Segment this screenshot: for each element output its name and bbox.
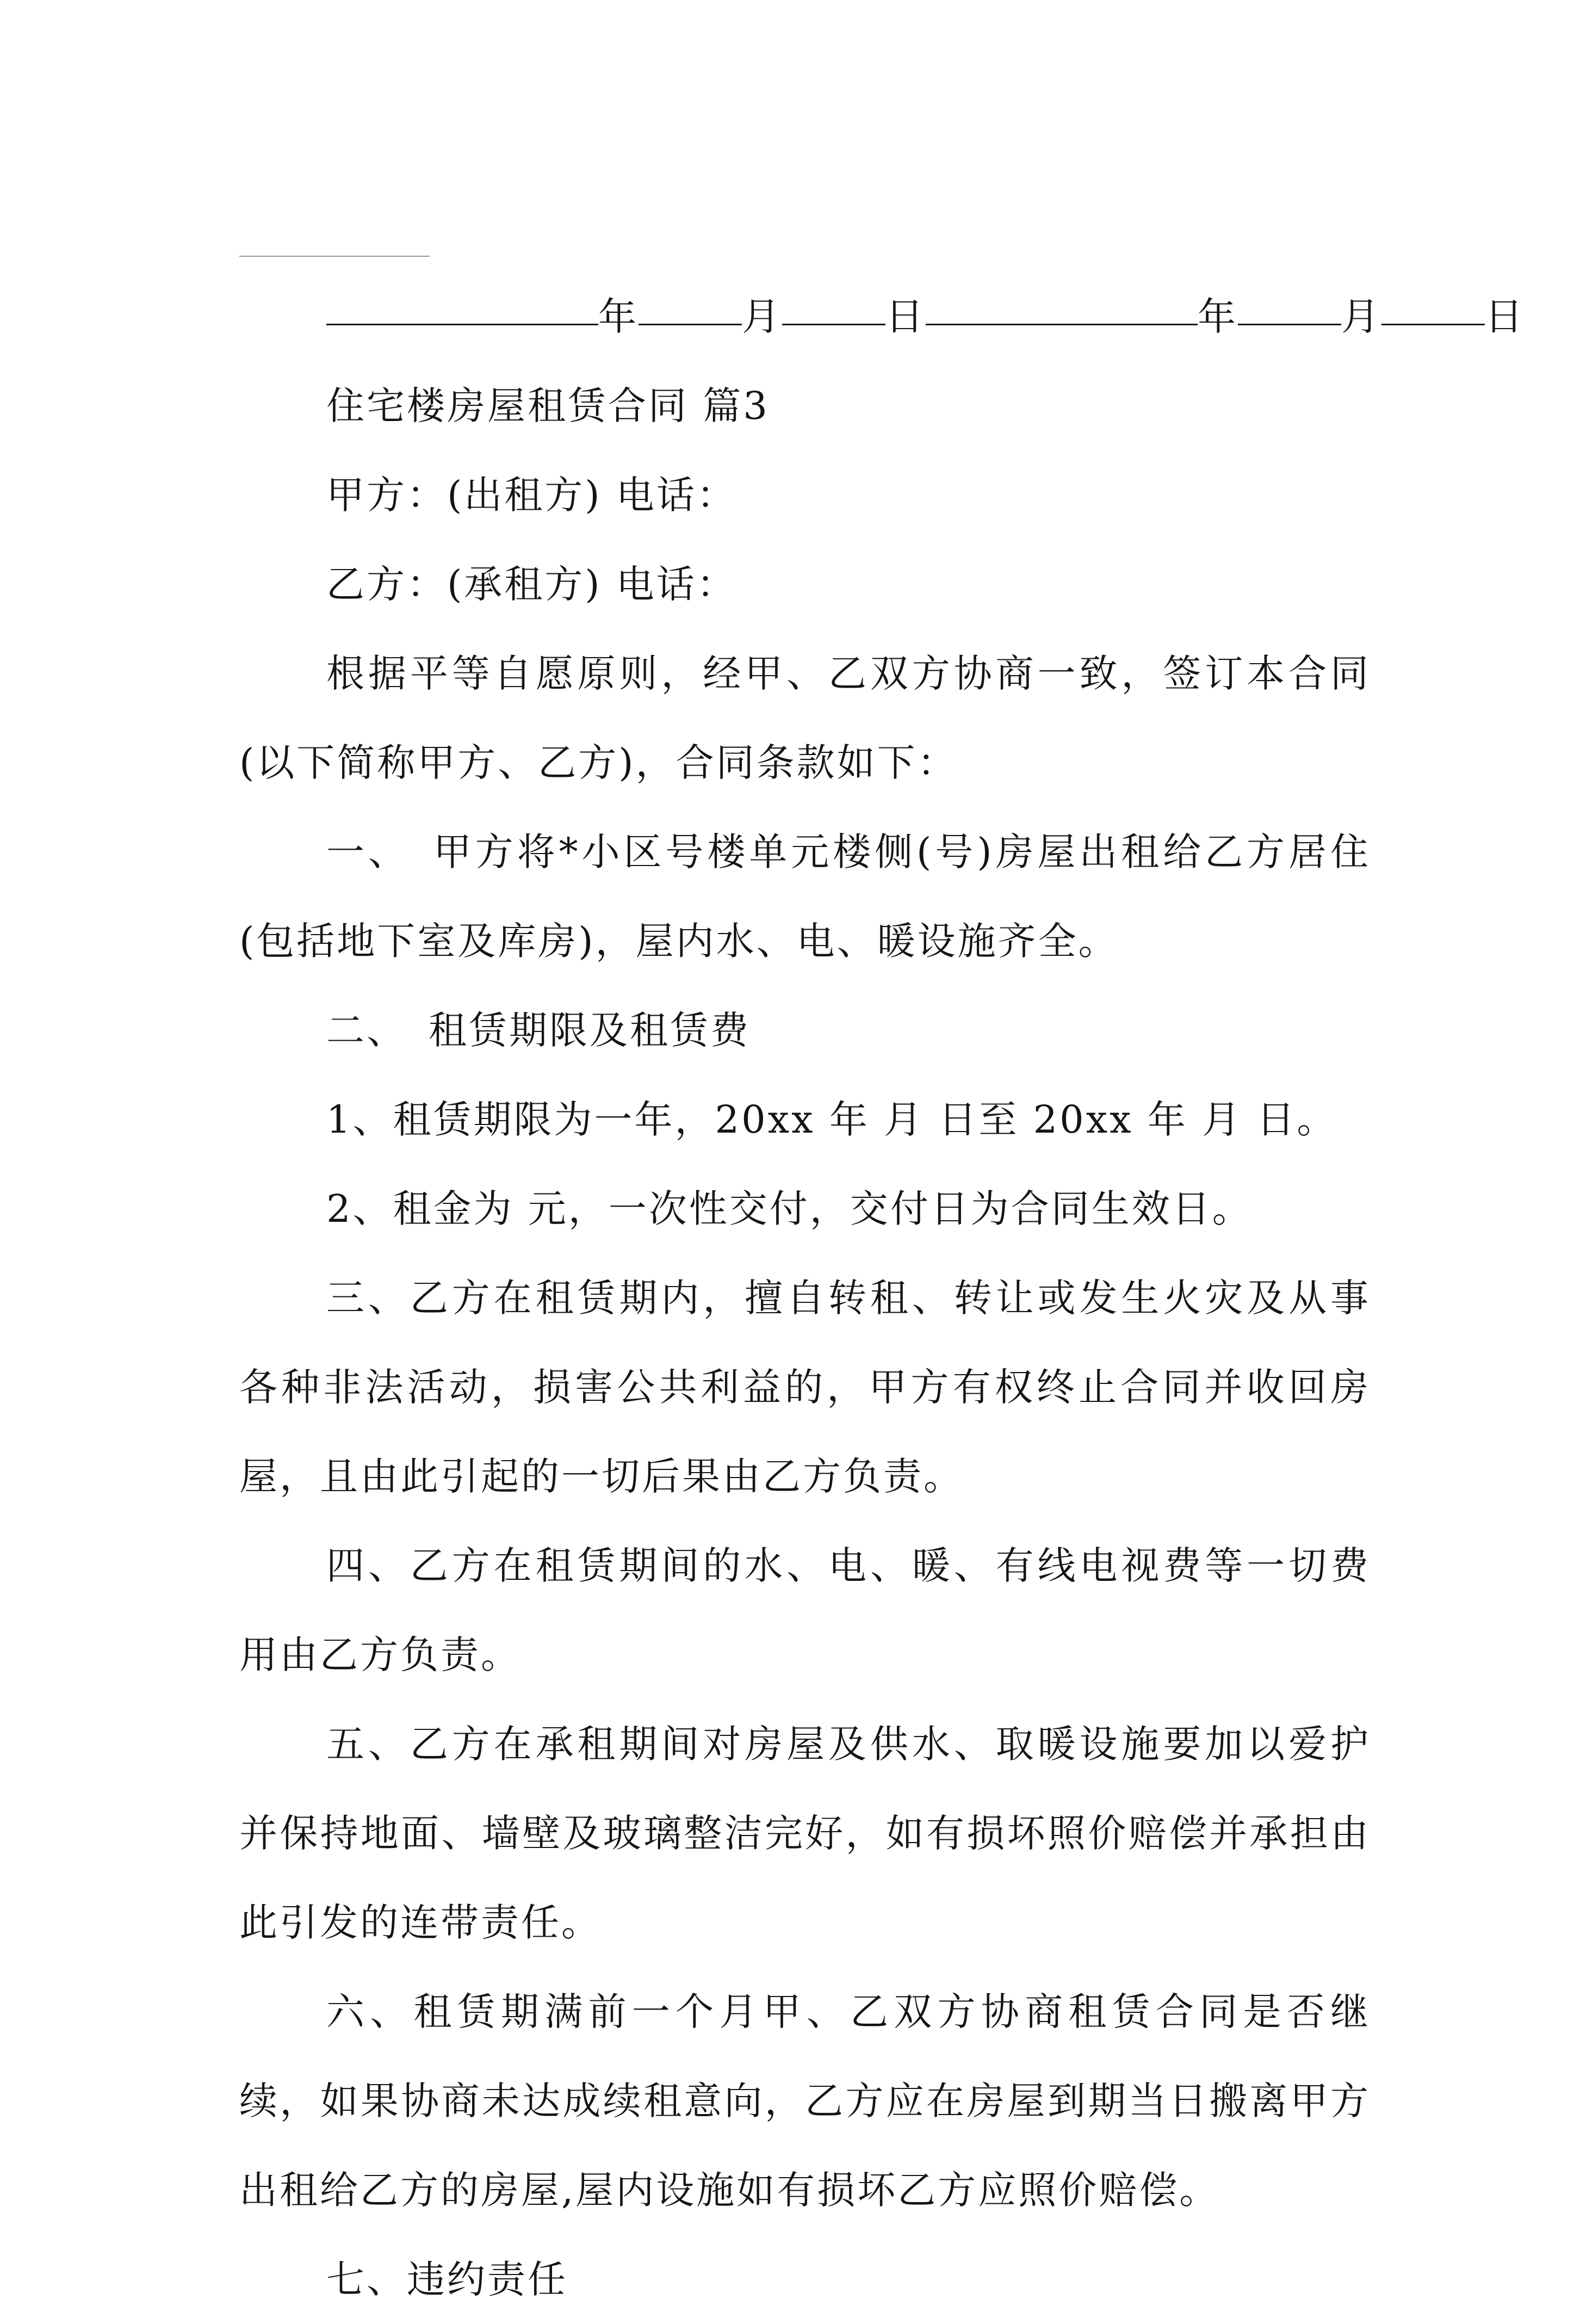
month-label: 月 — [1341, 294, 1381, 339]
clause-6: 六、租赁期满前一个月甲、乙双方协商租赁合同是否继续，如果协商未达成续租意向，乙方应在房屋到期当日搬离甲方出租给乙方的房屋,屋内设施如有损坏乙方应照价赔偿。 — [239, 1989, 1371, 2212]
clause-3: 三、乙方在租赁期内，擅自转租、转让或发生火灾及从事各种非法活动，损害公共利益的，甲方有权终止合同并收回房屋，且由此引起的一切后果由乙方负责。 — [239, 1276, 1371, 1499]
party-b-line: 乙方：(承租方) 电话： — [326, 562, 737, 607]
clause-2-item-1: 1、租赁期限为一年，20xx 年 月 日至 20xx 年 月 日。 — [326, 1097, 1337, 1142]
day-label: 日 — [885, 294, 926, 339]
clause-7: 七、违约责任 — [326, 2257, 568, 2302]
clause-1-text: 甲方将*小区号楼单元楼侧(号)房屋出租给乙方居住(包括地下室及库房)，屋内水、电、暖设施齐全。 — [239, 830, 1371, 963]
header-rule — [239, 256, 430, 257]
year-label: 年 — [1198, 294, 1238, 339]
month-label: 月 — [742, 294, 782, 339]
intro-paragraph: 根据平等自愿原则，经甲、乙双方协商一致，签订本合同(以下简称甲方、乙方)，合同条款如下： — [239, 651, 1371, 785]
date-blank[interactable] — [326, 286, 598, 325]
clause-2-title: 租赁期限及租赁费 — [429, 1008, 751, 1053]
clause-1 — [239, 807, 1371, 986]
date-blank[interactable] — [639, 286, 742, 325]
date-blank[interactable] — [926, 286, 1198, 325]
party-a-line: 甲方：(出租方) 电话： — [326, 473, 737, 517]
clause-2-number: 二、 — [326, 1008, 407, 1053]
document-body — [239, 272, 1525, 2324]
clause-2-item-2: 2、租金为 元，一次性交付，交付日为合同生效日。 — [326, 1186, 1253, 1231]
day-label: 日 — [1485, 294, 1525, 339]
clause-4: 四、乙方在租赁期间的水、电、暖、有线电视费等一切费用由乙方负责。 — [239, 1543, 1371, 1677]
date-blank[interactable] — [1381, 286, 1485, 325]
date-blank[interactable] — [1238, 286, 1341, 325]
date-line — [239, 272, 1525, 361]
date-blank[interactable] — [782, 286, 885, 325]
year-label: 年 — [598, 294, 639, 339]
contract-heading: 住宅楼房屋租赁合同 篇3 — [326, 384, 770, 428]
clause-5: 五、乙方在承租期间对房屋及供水、取暖设施要加以爱护并保持地面、墙壁及玻璃整洁完好，如有损坏照价赔偿并承担由此引发的连带责任。 — [239, 1722, 1371, 1945]
clause-1-number: 一、 — [326, 830, 410, 874]
clause-2 — [239, 986, 1371, 1075]
